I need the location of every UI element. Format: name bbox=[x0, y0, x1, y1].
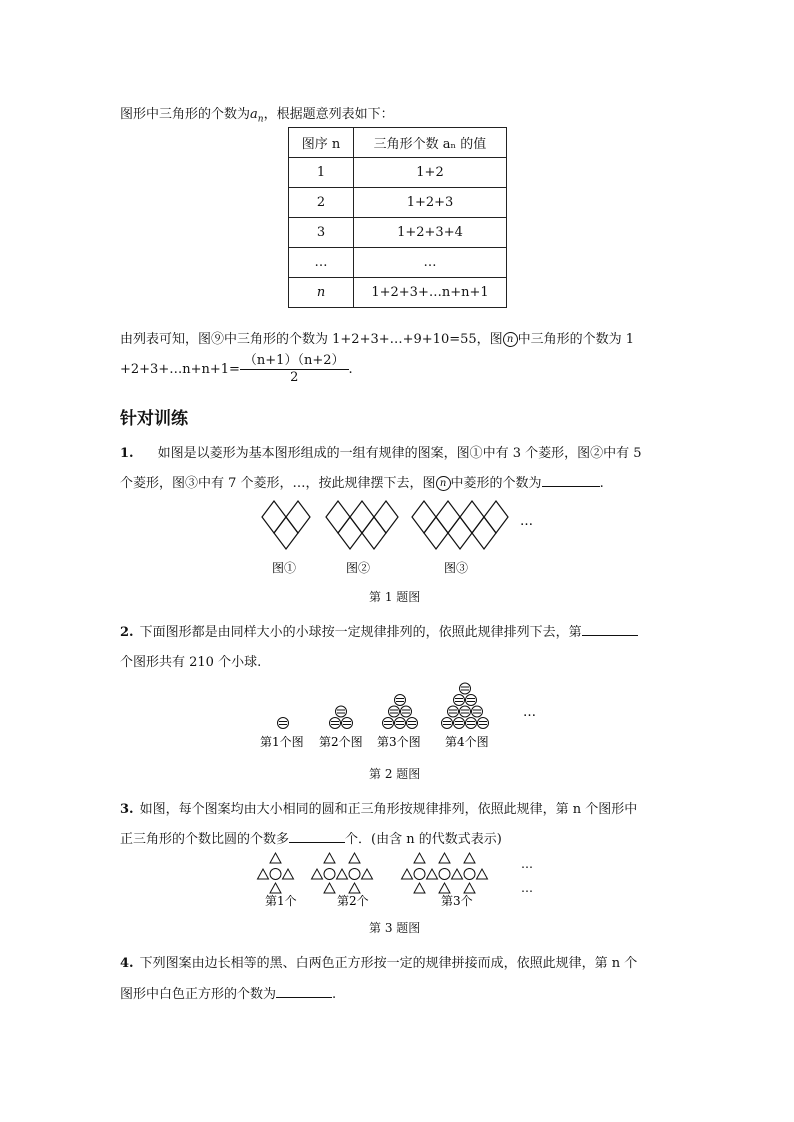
triangle-shape bbox=[324, 853, 335, 863]
circle-shape bbox=[464, 869, 475, 880]
figure-2-rhombi bbox=[326, 501, 398, 549]
table-cell: 3 bbox=[289, 218, 354, 248]
ball-shape bbox=[442, 718, 453, 729]
fraction-denominator: 2 bbox=[290, 370, 299, 385]
table-row bbox=[289, 278, 507, 308]
ball-shape bbox=[395, 695, 406, 706]
table-header-row bbox=[289, 128, 507, 158]
triangle-shape bbox=[439, 883, 450, 893]
q4-text: 下列图案由边长相等的黑、白两色正方形按一定的规律拼接而成，依照此规律，第 n 个 bbox=[139, 956, 638, 971]
table-cell: 1+2+3+…n+n+1 bbox=[354, 278, 507, 308]
ball-shape bbox=[454, 695, 465, 706]
q3-text: 如图，每个图案均由大小相同的圆和正三角形按规律排列，依照此规律，第 n 个图形中 bbox=[139, 802, 638, 817]
ball-shape bbox=[383, 718, 394, 729]
ball-shape bbox=[466, 695, 477, 706]
ball-shape bbox=[472, 706, 483, 717]
q4-number: 4. bbox=[120, 956, 134, 971]
fraction bbox=[240, 353, 349, 386]
answer-blank[interactable] bbox=[276, 985, 332, 998]
q1-text: 个菱形，图③中有 7 个菱形，…，按此规律摆下去，图 bbox=[120, 476, 436, 491]
circle-shape bbox=[349, 869, 360, 880]
ball-shape bbox=[336, 706, 347, 717]
conclusion-end: . bbox=[348, 362, 353, 377]
q3-text: 正三角形的个数比圆的个数多 bbox=[120, 832, 290, 847]
triangle-shape bbox=[324, 883, 335, 893]
triangle-shape bbox=[362, 869, 373, 879]
ball-shape bbox=[478, 718, 489, 729]
q4-line-1 bbox=[120, 952, 637, 971]
ball-shape bbox=[342, 718, 353, 729]
ball-shape bbox=[460, 683, 471, 694]
q1-text: 如图是以菱形为基本图形组成的一组有规律的图案，图①中有 3 个菱形，图②中有 5 bbox=[157, 446, 642, 461]
triangle-shape bbox=[464, 883, 475, 893]
q3-fig-label: 第1个 bbox=[265, 894, 297, 908]
q3-ellipsis-top: … bbox=[521, 857, 533, 871]
q3-text: 个．(由含 n 的代数式表示) bbox=[345, 832, 502, 847]
triangle-shape bbox=[477, 869, 488, 879]
intro-var: a bbox=[250, 107, 258, 122]
section-title: 针对训练 bbox=[120, 409, 188, 429]
q3-line-2 bbox=[120, 828, 502, 847]
q3-ellipsis-bottom: … bbox=[521, 881, 533, 895]
ball-shape bbox=[407, 718, 418, 729]
table-cell: 1+2 bbox=[354, 158, 507, 188]
triangle-shape bbox=[258, 869, 269, 879]
ball-shape bbox=[330, 718, 341, 729]
q3-line-1 bbox=[120, 798, 637, 817]
triangle-shape bbox=[452, 869, 463, 879]
circled-n-symbol: n bbox=[503, 332, 518, 347]
q3-caption: 第 3 题图 bbox=[369, 921, 421, 935]
conclusion-text: 由列表可知，图⑨中三角形的个数为 1+2+3+…+9+10=55，图 bbox=[120, 332, 503, 347]
q3-number: 3. bbox=[120, 802, 134, 817]
figure-1-rhombi bbox=[262, 501, 310, 549]
triangle-shape bbox=[402, 869, 413, 879]
ball-shape bbox=[460, 706, 471, 717]
q1-line-2 bbox=[120, 472, 604, 491]
ball-shape bbox=[448, 706, 459, 717]
intro-text-before: 图形中三角形的个数为 bbox=[120, 107, 251, 122]
triangle-shape bbox=[270, 853, 281, 863]
figure-3-rhombi bbox=[412, 501, 508, 549]
q1-caption: 第 1 题图 bbox=[369, 590, 421, 604]
ball-shape bbox=[395, 718, 406, 729]
circle-shape bbox=[439, 869, 450, 880]
circle-shape bbox=[414, 869, 425, 880]
intro-sub: n bbox=[257, 114, 264, 125]
q2-caption: 第 2 题图 bbox=[369, 767, 421, 781]
q2-fig-label: 第1个图 bbox=[260, 735, 304, 749]
conclusion-text: +2+3+…n+n+1= bbox=[120, 362, 240, 377]
ball-shape bbox=[454, 718, 465, 729]
q2-line-1 bbox=[120, 621, 638, 640]
table-row bbox=[289, 218, 507, 248]
q1-rhombus-figure bbox=[250, 495, 550, 580]
q1-fig-label: 图① bbox=[272, 561, 297, 575]
q4-text: 图形中白色正方形的个数为 bbox=[120, 987, 277, 1002]
q3-fig-label: 第2个 bbox=[337, 894, 369, 908]
q3-circle-triangle-figure bbox=[255, 850, 545, 912]
intro-line bbox=[120, 103, 394, 125]
triangle-shape bbox=[312, 869, 323, 879]
answer-blank[interactable] bbox=[289, 830, 345, 843]
circle-shape bbox=[324, 869, 335, 880]
triangle-shape bbox=[349, 853, 360, 863]
conclusion-text: 中三角形的个数为 1 bbox=[517, 332, 635, 347]
circle-shape bbox=[270, 869, 281, 880]
q1-fig-label: 图② bbox=[346, 561, 371, 575]
q4-line-2 bbox=[120, 983, 336, 1002]
q2-line-2 bbox=[120, 651, 261, 670]
triangle-shape bbox=[349, 883, 360, 893]
q2-fig-label: 第4个图 bbox=[445, 735, 489, 749]
q2-number: 2. bbox=[120, 625, 134, 640]
triangle-shape bbox=[283, 869, 294, 879]
table-header-cell: 三角形个数 aₙ 的值 bbox=[354, 128, 507, 158]
q1-ellipsis: … bbox=[520, 514, 533, 529]
table-row bbox=[289, 158, 507, 188]
table-cell: n bbox=[289, 278, 354, 308]
table-cell: 1+2+3 bbox=[354, 188, 507, 218]
ball-shape bbox=[278, 718, 289, 729]
q4-end: . bbox=[332, 987, 337, 1002]
ball-shape bbox=[466, 718, 477, 729]
conclusion-line-1 bbox=[120, 328, 634, 347]
table-header-cell: 图序 n bbox=[289, 128, 354, 158]
triangle-shape bbox=[414, 883, 425, 893]
q1-text: 中菱形的个数为 bbox=[450, 476, 542, 491]
q1-fig-label: 图③ bbox=[444, 561, 469, 575]
triangle-shape bbox=[414, 853, 425, 863]
ball-shape bbox=[401, 706, 412, 717]
table-row bbox=[289, 248, 507, 278]
triangle-shape bbox=[270, 883, 281, 893]
sequence-table bbox=[288, 127, 507, 308]
ball-shape bbox=[389, 706, 400, 717]
q2-text: 个图形共有 210 个小球. bbox=[120, 655, 262, 670]
table-cell: 1+2+3+4 bbox=[354, 218, 507, 248]
table-cell: 1 bbox=[289, 158, 354, 188]
answer-blank[interactable] bbox=[542, 474, 600, 487]
q1-line-1 bbox=[120, 442, 642, 461]
q2-fig-label: 第3个图 bbox=[377, 735, 421, 749]
q3-fig-label: 第3个 bbox=[441, 894, 473, 908]
triangle-shape bbox=[337, 869, 348, 879]
q1-end: . bbox=[599, 476, 604, 491]
triangle-shape bbox=[427, 869, 438, 879]
q2-ellipsis: … bbox=[523, 705, 536, 720]
triangle-shape bbox=[464, 853, 475, 863]
answer-blank[interactable] bbox=[582, 623, 638, 636]
circled-n-symbol: n bbox=[436, 476, 451, 491]
table-cell: … bbox=[354, 248, 507, 278]
conclusion-line-2 bbox=[120, 353, 353, 386]
table-row bbox=[289, 188, 507, 218]
q2-text: 下面图形都是由同样大小的小球按一定规律排列的，依照此规律排列下去，第 bbox=[139, 625, 582, 640]
q2-fig-label: 第2个图 bbox=[319, 735, 363, 749]
triangle-shape bbox=[439, 853, 450, 863]
intro-text-after: ，根据题意列表如下： bbox=[263, 107, 394, 122]
table-cell: … bbox=[289, 248, 354, 278]
fraction-numerator: （n+1）（n+2） bbox=[240, 353, 349, 370]
q1-number: 1. bbox=[120, 446, 134, 461]
table-cell: 2 bbox=[289, 188, 354, 218]
q2-ball-figure bbox=[255, 676, 545, 752]
